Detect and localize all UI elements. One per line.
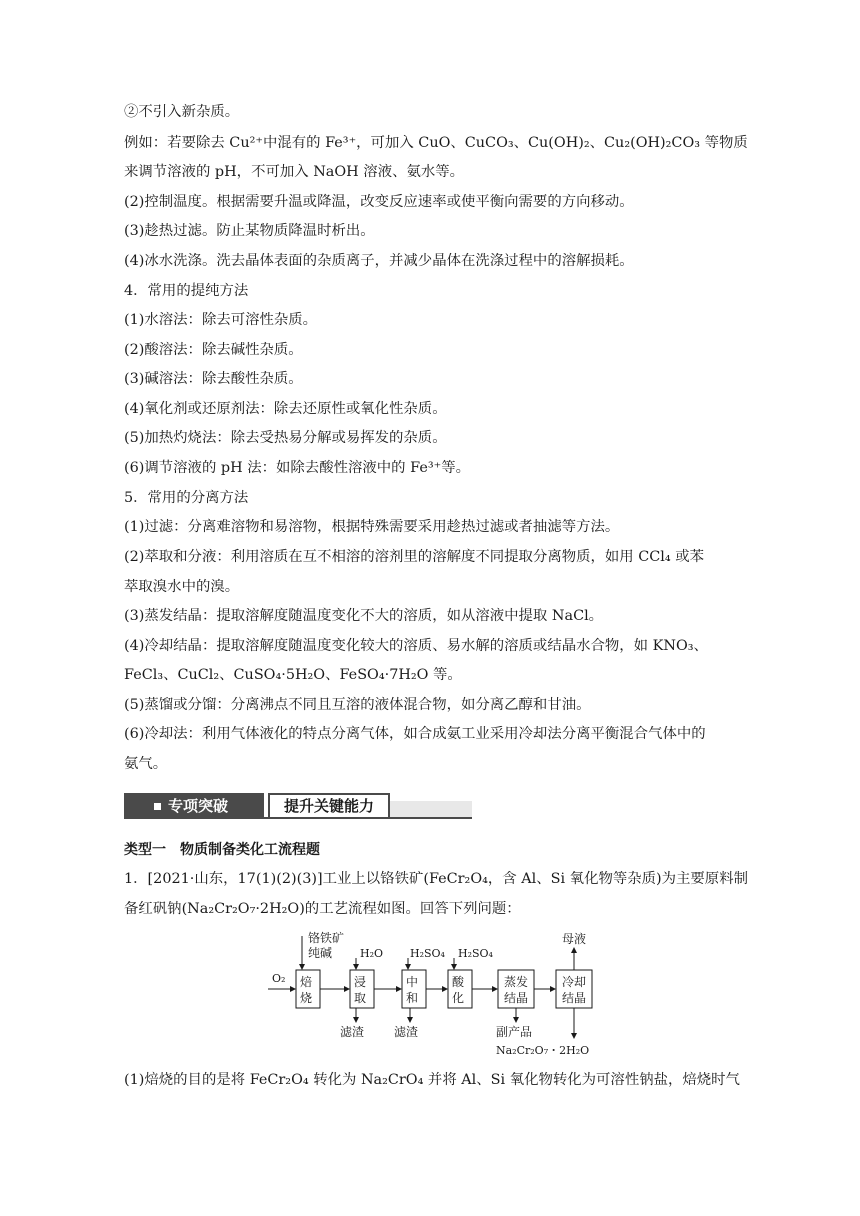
output-label: 副产品: [496, 1025, 533, 1039]
type-title: 类型一 物质制备类化工流程题: [124, 842, 320, 858]
text-line: FeCl₃、CuCl₂、CuSO₄·5H₂O、FeSO₄·7H₂O 等。: [124, 667, 462, 683]
step-label: 焙: [300, 975, 313, 989]
text-line: (5)蒸馏或分馏：分离沸点不同且互溶的液体混合物，如分离乙醇和甘油。: [124, 697, 591, 713]
step-label: 结晶: [562, 991, 587, 1005]
output-label: 滤渣: [340, 1025, 365, 1039]
step-label: 蒸发: [504, 975, 529, 989]
process-flow-diagram: [260, 930, 610, 1060]
flow-input: O₂: [272, 972, 286, 985]
step-label: 取: [354, 991, 367, 1005]
text-line: 氨气。: [124, 756, 168, 772]
text-line: (1)水溶法：除去可溶性杂质。: [124, 312, 318, 328]
feed-label: H₂SO₄: [410, 947, 445, 960]
feed-label: H₂O: [360, 947, 384, 960]
text-line: (6)冷却法：利用气体液化的特点分离气体，如合成氨工业采用冷却法分离平衡混合气体中的: [124, 726, 706, 742]
text-line: (1)过滤：分离难溶物和易溶物，根据特殊需要采用趁热过滤或者抽滤等方法。: [124, 519, 620, 535]
step-label: 烧: [300, 991, 313, 1005]
step-label: 和: [406, 991, 419, 1005]
feed-label: H₂SO₄: [458, 947, 493, 960]
text-line: (4)氧化剂或还原剂法：除去还原性或氧化性杂质。: [124, 401, 447, 417]
text-line: (4)冰水洗涤。洗去晶体表面的杂质离子，并减少晶体在洗涤过程中的溶解损耗。: [124, 253, 634, 269]
text-line: (2)萃取和分液：利用溶质在互不相溶的溶剂里的溶解度不同提取分离物质，如用 CCl₄ 或苯: [124, 549, 704, 565]
feed-label: 纯碱: [308, 946, 333, 960]
step-label: 化: [452, 991, 465, 1005]
text-line: (1)焙烧的目的是将 FeCr₂O₄ 转化为 Na₂CrO₄ 并将 Al、Si 氧化物转化为可溶性钠盐，焙烧时气: [124, 1072, 740, 1088]
output-label: 滤渣: [394, 1025, 419, 1039]
text-line: (2)控制温度。根据需要升温或降温，改变反应速率或使平衡向需要的方向移动。: [124, 194, 634, 210]
feed-label: 母液: [562, 932, 587, 946]
square-bullet-icon: [154, 803, 161, 810]
section-heading: 5．常用的分离方法: [124, 490, 249, 506]
step-label: 浸: [354, 975, 367, 989]
text-line: 例如：若要除去 Cu²⁺中混有的 Fe³⁺，可加入 CuO、CuCO₃、Cu(OH)₂、Cu₂(OH)₂CO₃ 等物质: [124, 135, 748, 151]
banner-left-label: 专项突破: [168, 797, 229, 815]
text-line: 萃取溴水中的溴。: [124, 579, 240, 595]
text-line: (2)酸溶法：除去碱性杂质。: [124, 342, 303, 358]
banner-left: [124, 793, 264, 819]
text-line: ②不引入新杂质。: [124, 104, 240, 120]
banner-underline: [124, 817, 472, 819]
step-label: 中: [406, 975, 419, 989]
question-line: 备红矾钠(Na₂Cr₂O₇·2H₂O)的工艺流程如图。回答下列问题：: [124, 901, 521, 917]
text-line: (4)冷却结晶：提取溶解度随温度变化较大的溶质、易水解的溶质或结晶水合物，如 KNO₃、: [124, 638, 708, 654]
text-line: (6)调节溶液的 pH 法：如除去酸性溶液中的 Fe³⁺等。: [124, 460, 470, 476]
output-label: Na₂Cr₂O₇・2H₂O: [496, 1044, 590, 1057]
text-line: (3)趁热过滤。防止某物质降温时析出。: [124, 223, 375, 239]
question-line: 1．[2021·山东，17(1)(2)(3)]工业上以铬铁矿(FeCr₂O₄，含 Al、Si 氧化物等杂质)为主要原料制: [124, 871, 748, 887]
step-label: 冷却: [562, 975, 587, 989]
step-label: 结晶: [504, 991, 529, 1005]
text-line: (3)蒸发结晶：提取溶解度随温度变化不大的溶质，如从溶液中提取 NaCl。: [124, 608, 604, 624]
section-heading: 4．常用的提纯方法: [124, 283, 249, 299]
text-line: (3)碱溶法：除去酸性杂质。: [124, 371, 303, 387]
feed-label: 铬铁矿: [308, 931, 345, 945]
section-banner: [124, 793, 472, 819]
banner-right-label: 提升关键能力: [268, 793, 390, 819]
step-label: 酸: [452, 975, 465, 989]
text-line: (5)加热灼烧法：除去受热易分解或易挥发的杂质。: [124, 430, 447, 446]
text-line: 来调节溶液的 pH，不可加入 NaOH 溶液、氨水等。: [124, 164, 465, 180]
